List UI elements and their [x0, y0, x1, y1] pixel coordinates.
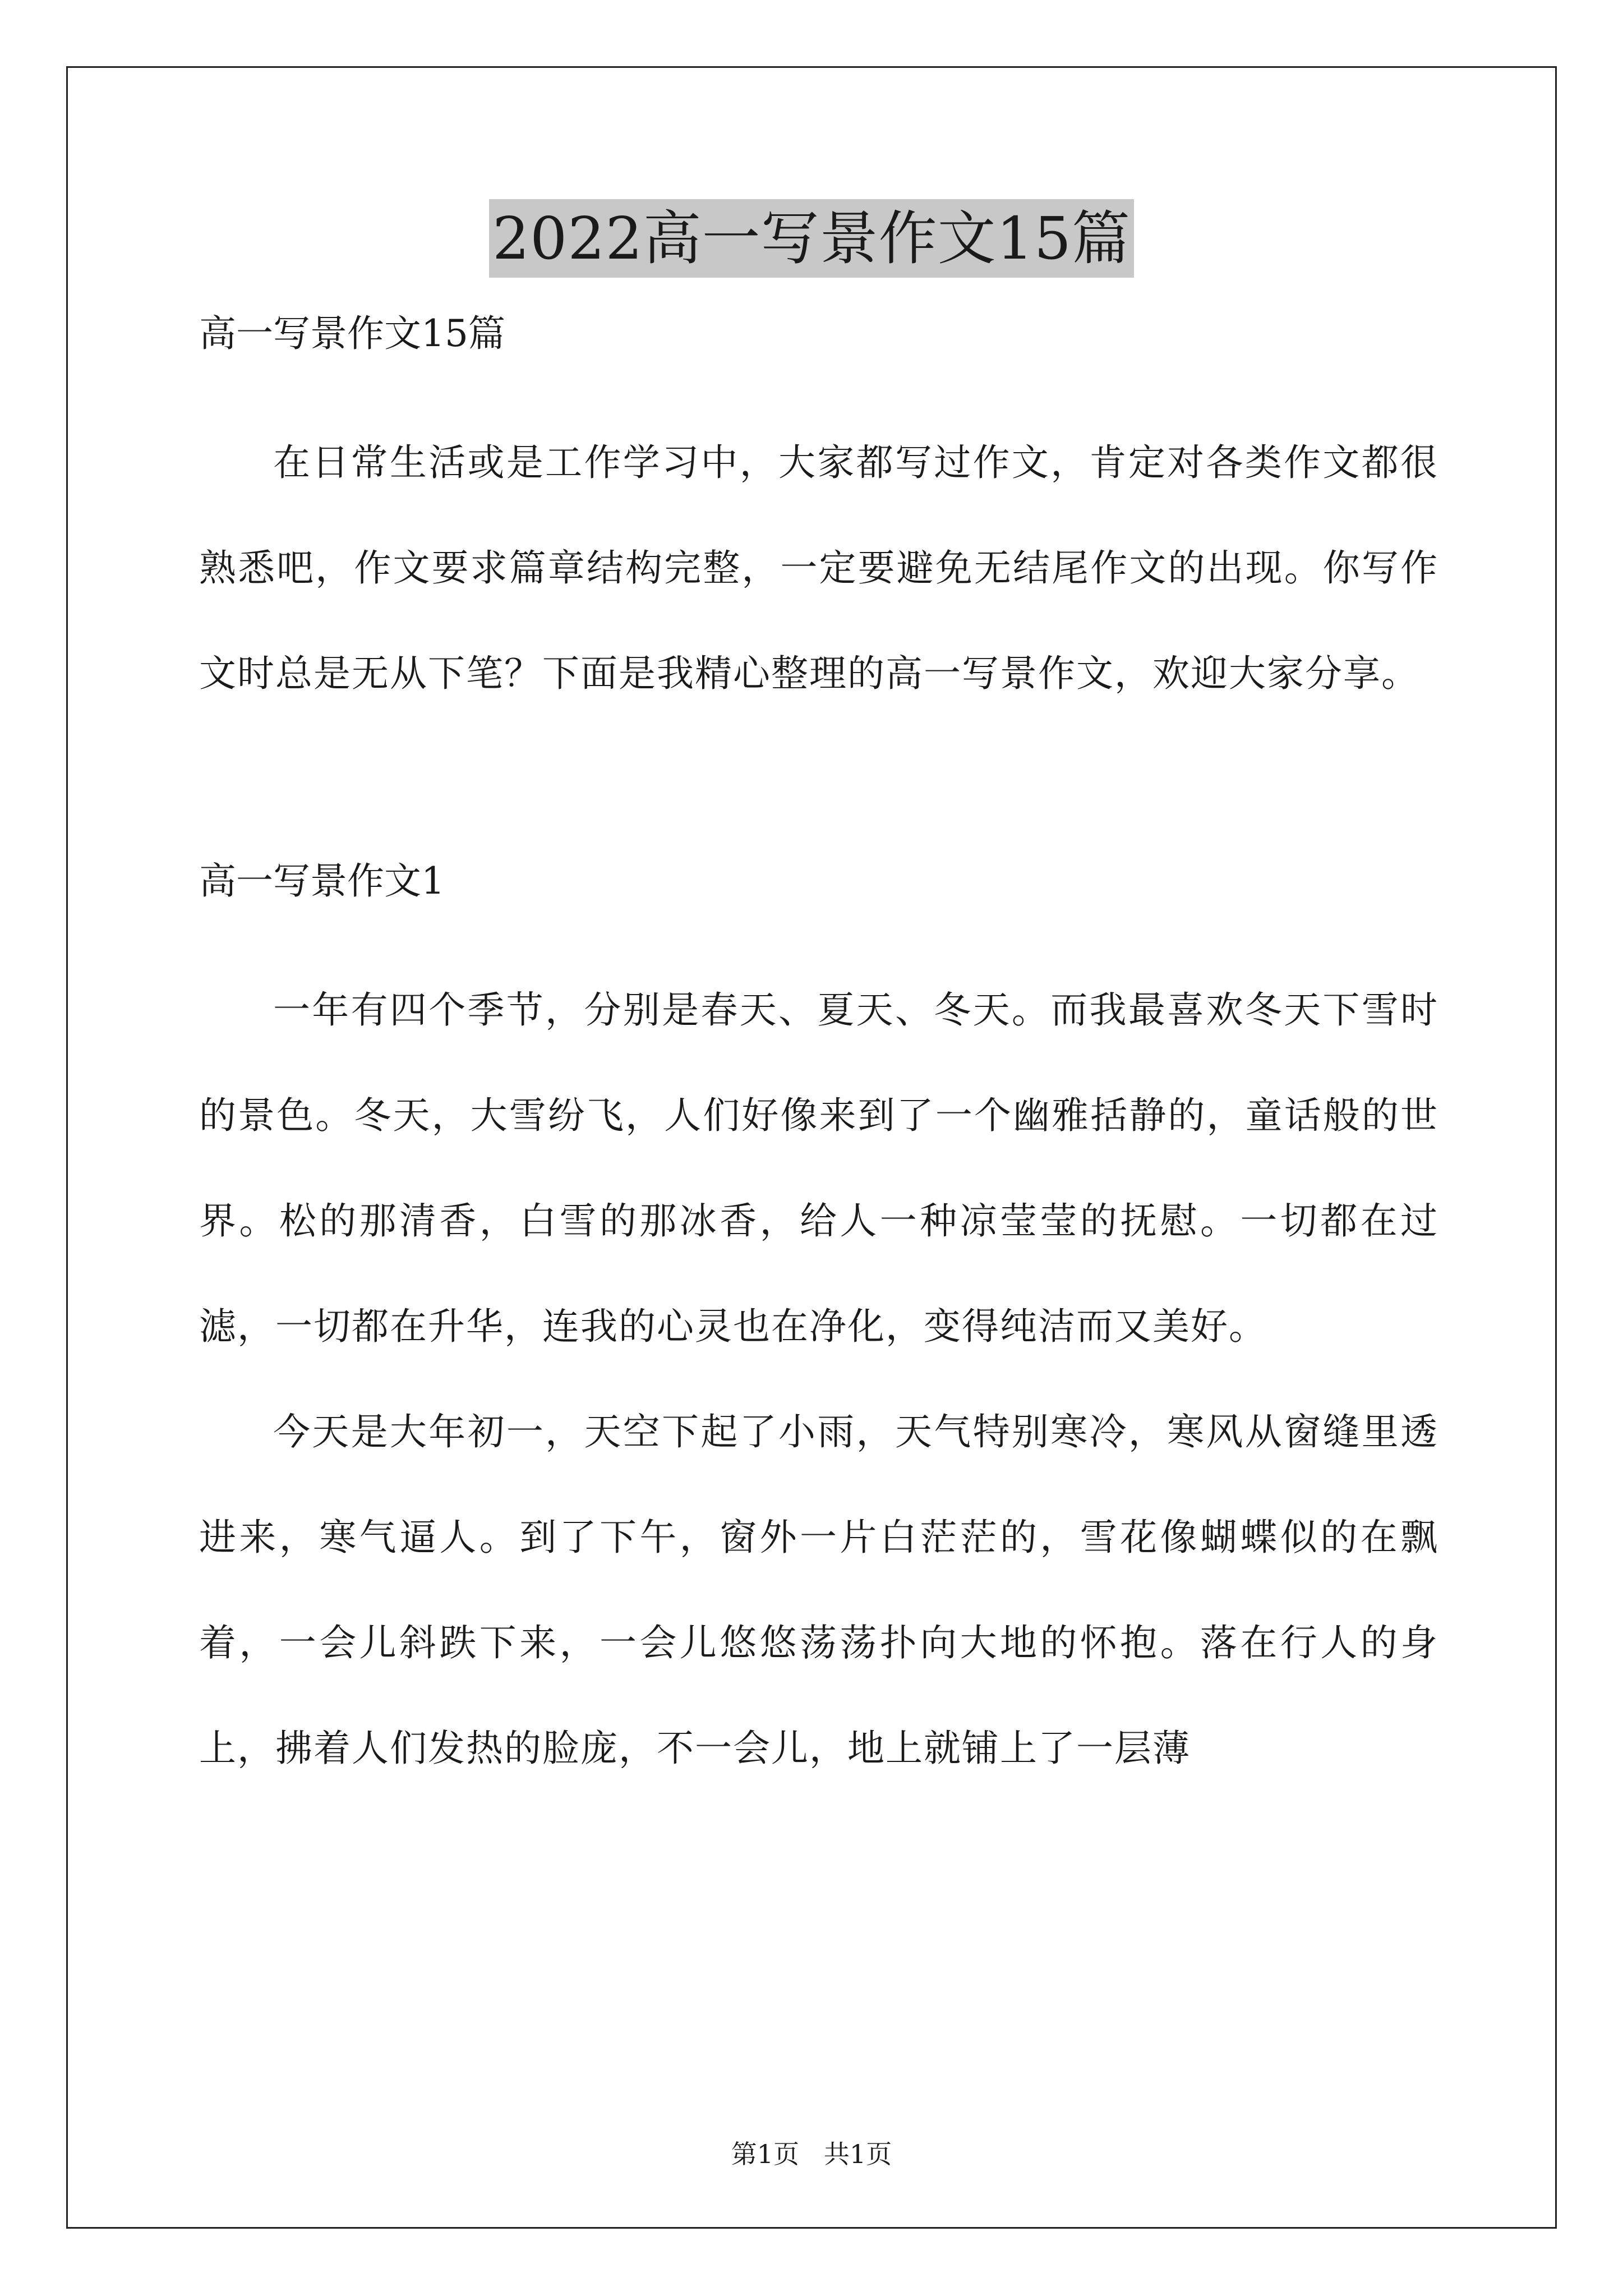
document-body: [199, 306, 1438, 1801]
subtitle-heading: 高一写景作文15篇: [199, 312, 505, 355]
body-paragraph: 一年有四个季节，分别是春天、夏天、冬天。而我最喜欢冬天下雪时的景色。冬天，大雪纷飞，人们好像来到了一个幽雅括静的，童话般的世界。松的那清香，白雪的那冰香，给人一种凉莹莹的抚慰。一切都在过滤，一切都在升华，连我的心灵也在净化，变得纯洁而又美好。: [199, 988, 1438, 1348]
section-heading: 高一写景作文1: [199, 859, 445, 903]
document-title: 2022高一写景作文15篇: [489, 199, 1134, 278]
body-paragraph: 今天是大年初一，天空下起了小雨，天气特别寒冷，寒风从窗缝里透进来，寒气逼人。到了下午，窗外一片白茫茫的，雪花像蝴蝶似的在飘着，一会儿斜跌下来，一会儿悠悠荡荡扑向大地的怀抱。落在行人的身上，拂着人们发热的脸庞，不一会儿，地上就铺上了一层薄: [199, 1410, 1438, 1770]
title-container: [0, 199, 1623, 278]
page-number-footer: 第1页 共1页: [731, 2139, 892, 2169]
intro-paragraph: 在日常生活或是工作学习中，大家都写过作文，肯定对各类作文都很熟悉吧，作文要求篇章结构完整，一定要避免无结尾作文的出现。你写作文时总是无从下笔？下面是我精心整理的高一写景作文，欢迎大家分享。: [199, 441, 1438, 695]
